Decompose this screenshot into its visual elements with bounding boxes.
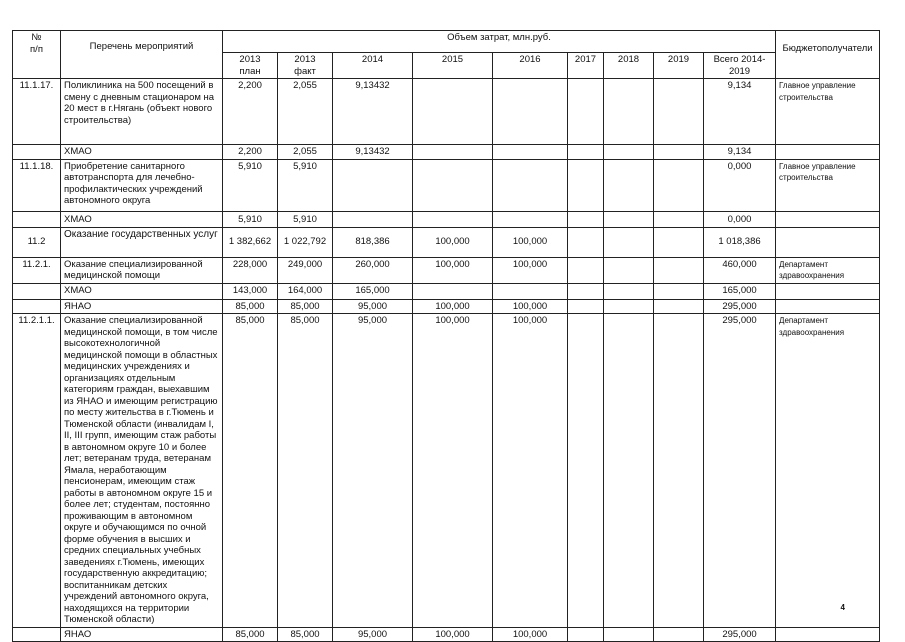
measure-name-cell: ХМАО	[61, 211, 223, 227]
measures-header-text: Перечень мероприятий	[89, 41, 194, 52]
value-cell: 100,000	[493, 314, 568, 628]
value-cell	[493, 159, 568, 211]
value-cell: 1 018,386	[704, 227, 776, 257]
measure-name-cell: Приобретение санитарного автотранспорта для лечебно-профилактических учреждений автономного округа	[61, 159, 223, 211]
value-cell	[604, 159, 654, 211]
table-row	[13, 79, 880, 145]
year-header	[278, 53, 333, 79]
row-number-cell	[13, 211, 61, 227]
value-cell: 9,13432	[333, 145, 413, 160]
value-cell: 100,000	[493, 299, 568, 314]
value-cell: 100,000	[413, 299, 493, 314]
row-number-cell: 11.1.17.	[13, 79, 61, 145]
value-cell: 295,000	[704, 627, 776, 642]
value-cell	[604, 627, 654, 642]
recipients-header-text: Бюджетополучатели	[782, 43, 873, 54]
measure-name-cell: ЯНАО	[61, 299, 223, 314]
value-cell	[654, 145, 704, 160]
recipient-cell: Главное управление строительства	[776, 79, 880, 145]
year-label: 2016	[519, 54, 541, 65]
recipient-cell	[776, 283, 880, 299]
value-cell	[604, 299, 654, 314]
value-cell: 85,000	[278, 299, 333, 314]
measure-name-cell: Оказание государственных услуг	[61, 227, 223, 257]
measure-name-cell: ЯНАО	[61, 627, 223, 642]
value-cell	[568, 314, 604, 628]
year-label: 2018	[617, 54, 640, 65]
table-body	[13, 79, 880, 642]
table-row	[13, 145, 880, 160]
value-cell: 95,000	[333, 627, 413, 642]
value-cell	[568, 257, 604, 283]
value-cell: 143,000	[223, 283, 278, 299]
col-header-no	[13, 31, 61, 79]
table-row	[13, 227, 880, 257]
value-cell	[568, 299, 604, 314]
value-cell	[413, 79, 493, 145]
value-cell	[493, 145, 568, 160]
year-label: 2019	[667, 54, 690, 65]
value-cell: 818,386	[333, 227, 413, 257]
value-cell	[654, 283, 704, 299]
year-header	[493, 53, 568, 79]
value-cell	[493, 211, 568, 227]
value-cell	[493, 79, 568, 145]
year-label: 2015	[441, 54, 464, 65]
value-cell	[604, 227, 654, 257]
value-cell: 100,000	[413, 627, 493, 642]
value-cell	[604, 283, 654, 299]
row-number-cell: 11.2.1.	[13, 257, 61, 283]
value-cell: 249,000	[278, 257, 333, 283]
value-cell	[604, 211, 654, 227]
value-cell	[654, 299, 704, 314]
value-cell	[568, 145, 604, 160]
value-cell	[654, 159, 704, 211]
no-header-text: № п/п	[30, 32, 43, 55]
value-cell: 1 382,662	[223, 227, 278, 257]
table-row	[13, 211, 880, 227]
year-label: 2014	[361, 54, 384, 65]
value-cell: 100,000	[413, 227, 493, 257]
table-row	[13, 283, 880, 299]
value-cell: 85,000	[223, 627, 278, 642]
value-cell: 5,910	[278, 211, 333, 227]
year-label: 2013 факт	[294, 54, 316, 77]
value-cell: 260,000	[333, 257, 413, 283]
value-cell	[654, 257, 704, 283]
col-header-recipients	[776, 31, 880, 79]
value-cell: 2,200	[223, 145, 278, 160]
value-cell: 295,000	[704, 314, 776, 628]
value-cell: 9,134	[704, 79, 776, 145]
row-number-cell: 11.1.18.	[13, 159, 61, 211]
year-header	[704, 53, 776, 79]
value-cell	[604, 257, 654, 283]
value-cell: 100,000	[493, 227, 568, 257]
year-header	[413, 53, 493, 79]
value-cell: 2,200	[223, 79, 278, 145]
year-header	[333, 53, 413, 79]
value-cell: 100,000	[413, 257, 493, 283]
value-cell: 100,000	[493, 257, 568, 283]
measure-name-cell: Оказание специализированной медицинской помощи, в том числе высокотехнологичной медицинской помощи в областных медицинских учреждениях и организациях отдельным категориям граждан, выехавшим из ЯНАО и имеющим регистрацию по месту жительства в г.Тюмень и Тюменской области (инвалидам I, II, III групп, имеющим стаж работы в автономном округе 10 и более лет; ветеранам труда, ветеранам Ямала, неработающим пенсионерам, имеющим стаж работы в автономном округе 15 и более лет; студентам, постоянно проживающим в автономном округе и обучающимся по очной форме обучения в высших и средних специальных учебных заведениях г.Тюмень, имеющих государственную аккредитацию; воспитанникам детских учреждений автономного округа, находящихся на территории Тюменской области)	[61, 314, 223, 628]
year-label: 2013 план	[239, 54, 261, 77]
value-cell: 5,910	[223, 159, 278, 211]
year-header	[223, 53, 278, 79]
value-cell: 9,13432	[333, 79, 413, 145]
table-row	[13, 159, 880, 211]
value-cell	[333, 159, 413, 211]
value-cell	[654, 227, 704, 257]
table-row	[13, 627, 880, 642]
table-row	[13, 299, 880, 314]
value-cell: 460,000	[704, 257, 776, 283]
year-label: Всего 2014- 2019	[713, 54, 766, 77]
value-cell	[413, 283, 493, 299]
value-cell: 0,000	[704, 159, 776, 211]
measure-name-cell: Поликлиника на 500 посещений в смену с дневным стационаром на 20 мест в г.Нягань (объект нового строительства)	[61, 79, 223, 145]
value-cell: 85,000	[278, 314, 333, 628]
measure-name-cell: Оказание специализированной медицинской помощи	[61, 257, 223, 283]
recipient-cell: Главное управление строительства	[776, 159, 880, 211]
value-cell: 9,134	[704, 145, 776, 160]
value-cell	[654, 79, 704, 145]
year-label: 2017	[574, 54, 597, 65]
value-cell: 1 022,792	[278, 227, 333, 257]
value-cell	[413, 159, 493, 211]
recipient-cell	[776, 211, 880, 227]
recipient-cell	[776, 299, 880, 314]
row-number-cell	[13, 627, 61, 642]
value-cell	[413, 211, 493, 227]
value-cell	[568, 627, 604, 642]
value-cell: 295,000	[704, 299, 776, 314]
value-cell: 5,910	[223, 211, 278, 227]
year-header	[654, 53, 704, 79]
recipient-cell: Департамент здравоохранения	[776, 314, 880, 628]
table-row	[13, 257, 880, 283]
value-cell: 95,000	[333, 314, 413, 628]
recipient-cell	[776, 627, 880, 642]
value-cell	[654, 211, 704, 227]
page-number: 4	[840, 603, 845, 612]
value-cell	[568, 79, 604, 145]
value-cell	[568, 159, 604, 211]
row-number-cell	[13, 145, 61, 160]
value-cell	[654, 314, 704, 628]
value-cell	[568, 211, 604, 227]
value-cell	[604, 145, 654, 160]
value-cell	[413, 145, 493, 160]
value-cell: 165,000	[704, 283, 776, 299]
value-cell: 0,000	[704, 211, 776, 227]
value-cell: 100,000	[493, 627, 568, 642]
row-number-cell	[13, 299, 61, 314]
value-cell: 85,000	[278, 627, 333, 642]
value-cell: 165,000	[333, 283, 413, 299]
value-cell: 2,055	[278, 79, 333, 145]
row-number-cell: 11.2	[13, 227, 61, 257]
row-number-cell	[13, 283, 61, 299]
measure-name-cell: ХМАО	[61, 283, 223, 299]
value-cell: 5,910	[278, 159, 333, 211]
value-cell: 164,000	[278, 283, 333, 299]
value-cell	[493, 283, 568, 299]
value-cell	[333, 211, 413, 227]
value-cell: 85,000	[223, 314, 278, 628]
costs-header-text: Объем затрат, млн.руб.	[447, 32, 551, 43]
value-cell	[604, 79, 654, 145]
value-cell: 85,000	[223, 299, 278, 314]
value-cell	[568, 283, 604, 299]
year-header	[568, 53, 604, 79]
value-cell: 95,000	[333, 299, 413, 314]
value-cell: 228,000	[223, 257, 278, 283]
row-number-cell: 11.2.1.1.	[13, 314, 61, 628]
recipient-cell	[776, 227, 880, 257]
col-header-measures	[61, 31, 223, 79]
value-cell: 100,000	[413, 314, 493, 628]
value-cell	[604, 314, 654, 628]
recipient-cell	[776, 145, 880, 160]
recipient-cell: Департамент здравоохранения	[776, 257, 880, 283]
budget-table	[12, 30, 880, 642]
year-header	[604, 53, 654, 79]
value-cell: 2,055	[278, 145, 333, 160]
value-cell	[568, 227, 604, 257]
table-row	[13, 314, 880, 628]
col-header-costs	[223, 31, 776, 53]
measure-name-cell: ХМАО	[61, 145, 223, 160]
value-cell	[654, 627, 704, 642]
